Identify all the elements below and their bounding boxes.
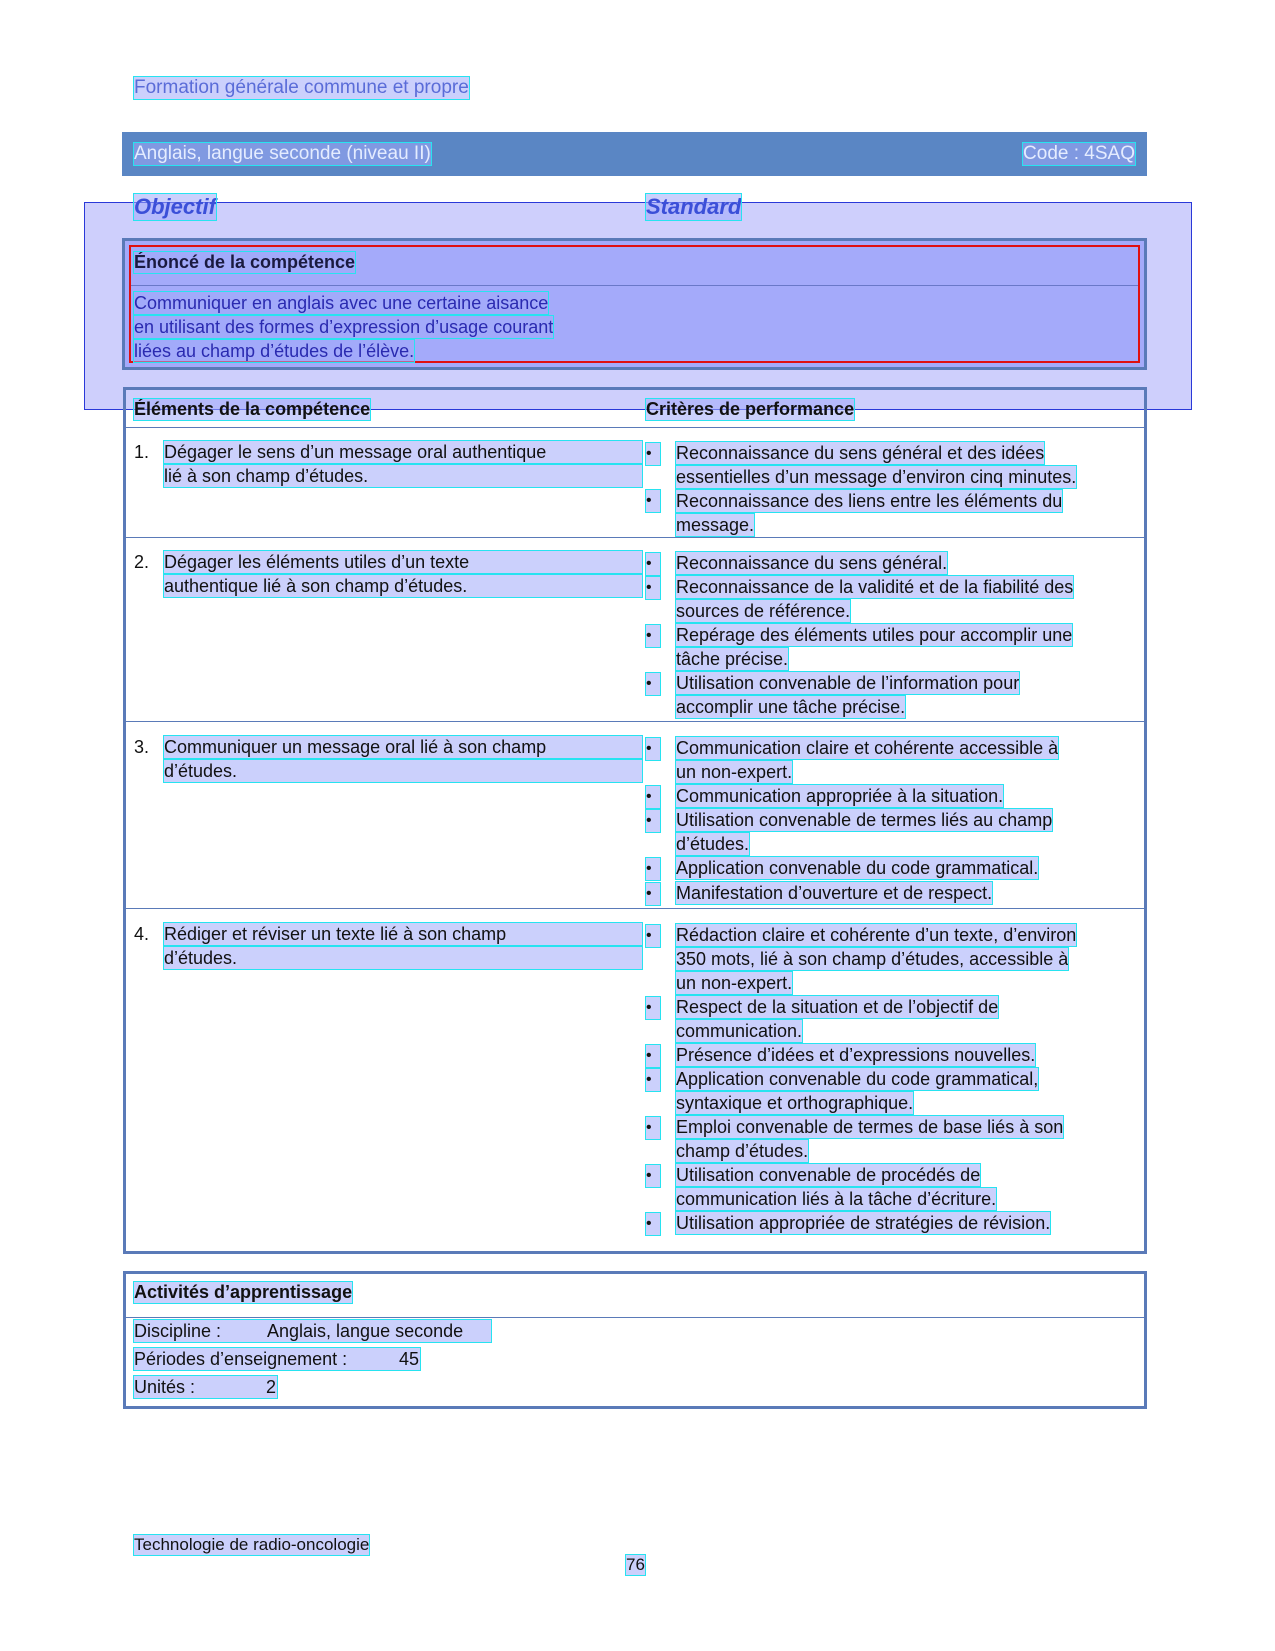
criterion-line: Repérage des éléments utiles pour accomplir une	[676, 625, 1073, 645]
bullet-icon: •	[646, 553, 660, 575]
course-title: Anglais, langue seconde (niveau II)	[134, 143, 431, 164]
discipline-row	[134, 1320, 491, 1342]
divider	[126, 908, 1144, 909]
elements-column-heading: Éléments de la compétence	[134, 399, 371, 419]
element-line: Rédiger et réviser un texte lié à son champ	[164, 923, 642, 945]
criterion-line: Utilisation convenable de procédés de	[676, 1165, 981, 1185]
standard-label: Standard	[646, 194, 742, 219]
units-value: 2	[266, 1377, 277, 1397]
competence-statement-heading: Énoncé de la compétence	[134, 252, 356, 272]
divider	[126, 427, 1144, 428]
criterion-line: Rédaction claire et cohérente d’un texte, d’environ	[676, 925, 1077, 945]
element-line: Dégager le sens d’un message oral authentique	[164, 441, 642, 463]
periods-label: Périodes d’enseignement :	[134, 1349, 348, 1369]
criterion-line: Présence d’idées et d’expressions nouvelles.	[676, 1045, 1036, 1065]
element-line: authentique lié à son champ d’études.	[164, 575, 642, 597]
criterion-line: syntaxique et orthographique.	[676, 1093, 914, 1113]
bullet-icon: •	[646, 490, 660, 512]
bullet-icon: •	[646, 1117, 660, 1139]
criterion-line: Reconnaissance du sens général et des idées	[676, 443, 1045, 463]
periods-value: 45	[399, 1349, 420, 1369]
bullet-icon: •	[646, 786, 660, 808]
criterion-line: Application convenable du code grammatical,	[676, 1069, 1039, 1089]
bullet-icon: •	[646, 625, 660, 647]
criterion-line: Communication appropriée à la situation.	[676, 786, 1004, 806]
element-number: 4.	[134, 924, 150, 944]
course-title-bar	[122, 132, 1147, 176]
competence-statement-line: en utilisant des formes d’expression d’usage courant	[134, 317, 554, 337]
criteria-column-heading: Critères de performance	[646, 399, 855, 419]
bullet-icon: •	[646, 997, 660, 1019]
discipline-value: Anglais, langue seconde	[267, 1321, 464, 1341]
criterion-line: Application convenable du code grammatical.	[676, 858, 1039, 878]
bullet-icon: •	[646, 883, 660, 905]
criterion-line: communication.	[676, 1021, 803, 1041]
bullet-icon: •	[646, 1069, 660, 1091]
criterion-line: champ d’études.	[676, 1141, 809, 1161]
criterion-line: essentielles d’un message d’environ cinq minutes.	[676, 467, 1077, 487]
criterion-line: Utilisation convenable de l’information pour	[676, 673, 1020, 693]
criterion-line: Emploi convenable de termes de base liés à son	[676, 1117, 1064, 1137]
page-number: 76	[626, 1555, 645, 1574]
criterion-line: un non-expert.	[676, 973, 793, 993]
objective-label: Objectif	[134, 194, 216, 219]
bullet-icon: •	[646, 1213, 660, 1235]
criterion-line: Communication claire et cohérente accessible à	[676, 738, 1059, 758]
criterion-line: sources de référence.	[676, 601, 851, 621]
element-line: Communiquer un message oral lié à son champ	[164, 736, 642, 758]
element-number: 2.	[134, 552, 150, 572]
divider	[126, 537, 1144, 538]
bullet-icon: •	[646, 673, 660, 695]
divider	[126, 1317, 1144, 1318]
units-row	[134, 1376, 277, 1398]
criterion-line: d’études.	[676, 834, 750, 854]
bullet-icon: •	[646, 738, 660, 760]
criterion-line: Utilisation convenable de termes liés au champ	[676, 810, 1053, 830]
bullet-icon: •	[646, 1045, 660, 1067]
divider	[131, 285, 1138, 286]
learning-activities-heading: Activités d’apprentissage	[134, 1282, 353, 1302]
units-label: Unités :	[134, 1377, 196, 1397]
periods-row	[134, 1348, 420, 1370]
bullet-icon: •	[646, 443, 660, 465]
element-line: d’études.	[164, 760, 642, 782]
criterion-line: Manifestation d’ouverture et de respect.	[676, 883, 993, 903]
course-code: Code : 4SAQ	[1023, 143, 1135, 164]
bullet-icon: •	[646, 858, 660, 880]
criterion-line: accomplir une tâche précise.	[676, 697, 906, 717]
element-line: lié à son champ d’études.	[164, 465, 642, 487]
bullet-icon: •	[646, 810, 660, 832]
bullet-icon: •	[646, 577, 660, 599]
element-number: 3.	[134, 737, 150, 757]
bullet-icon: •	[646, 925, 660, 947]
divider	[126, 721, 1144, 722]
criterion-line: tâche précise.	[676, 649, 789, 669]
criterion-line: 350 mots, lié à son champ d’études, accessible à	[676, 949, 1069, 969]
criterion-line: message.	[676, 515, 755, 535]
criterion-line: un non-expert.	[676, 762, 793, 782]
element-line: Dégager les éléments utiles d’un texte	[164, 551, 642, 573]
document-header: Formation générale commune et propre	[134, 77, 469, 98]
element-number: 1.	[134, 442, 150, 462]
discipline-label: Discipline :	[134, 1321, 222, 1341]
criterion-line: Reconnaissance du sens général.	[676, 553, 948, 573]
criterion-line: communication liés à la tâche d’écriture.	[676, 1189, 997, 1209]
footer-program: Technologie de radio-oncologie	[134, 1535, 370, 1554]
criterion-line: Reconnaissance des liens entre les éléments du	[676, 491, 1063, 511]
bullet-icon: •	[646, 1165, 660, 1187]
competence-statement-line: Communiquer en anglais avec une certaine aisance	[134, 293, 549, 313]
criterion-line: Reconnaissance de la validité et de la fiabilité des	[676, 577, 1074, 597]
competence-statement-line: liées au champ d’études de l’élève.	[134, 341, 415, 361]
element-line: d’études.	[164, 947, 642, 969]
criterion-line: Respect de la situation et de l’objectif de	[676, 997, 999, 1017]
criterion-line: Utilisation appropriée de stratégies de révision.	[676, 1213, 1051, 1233]
